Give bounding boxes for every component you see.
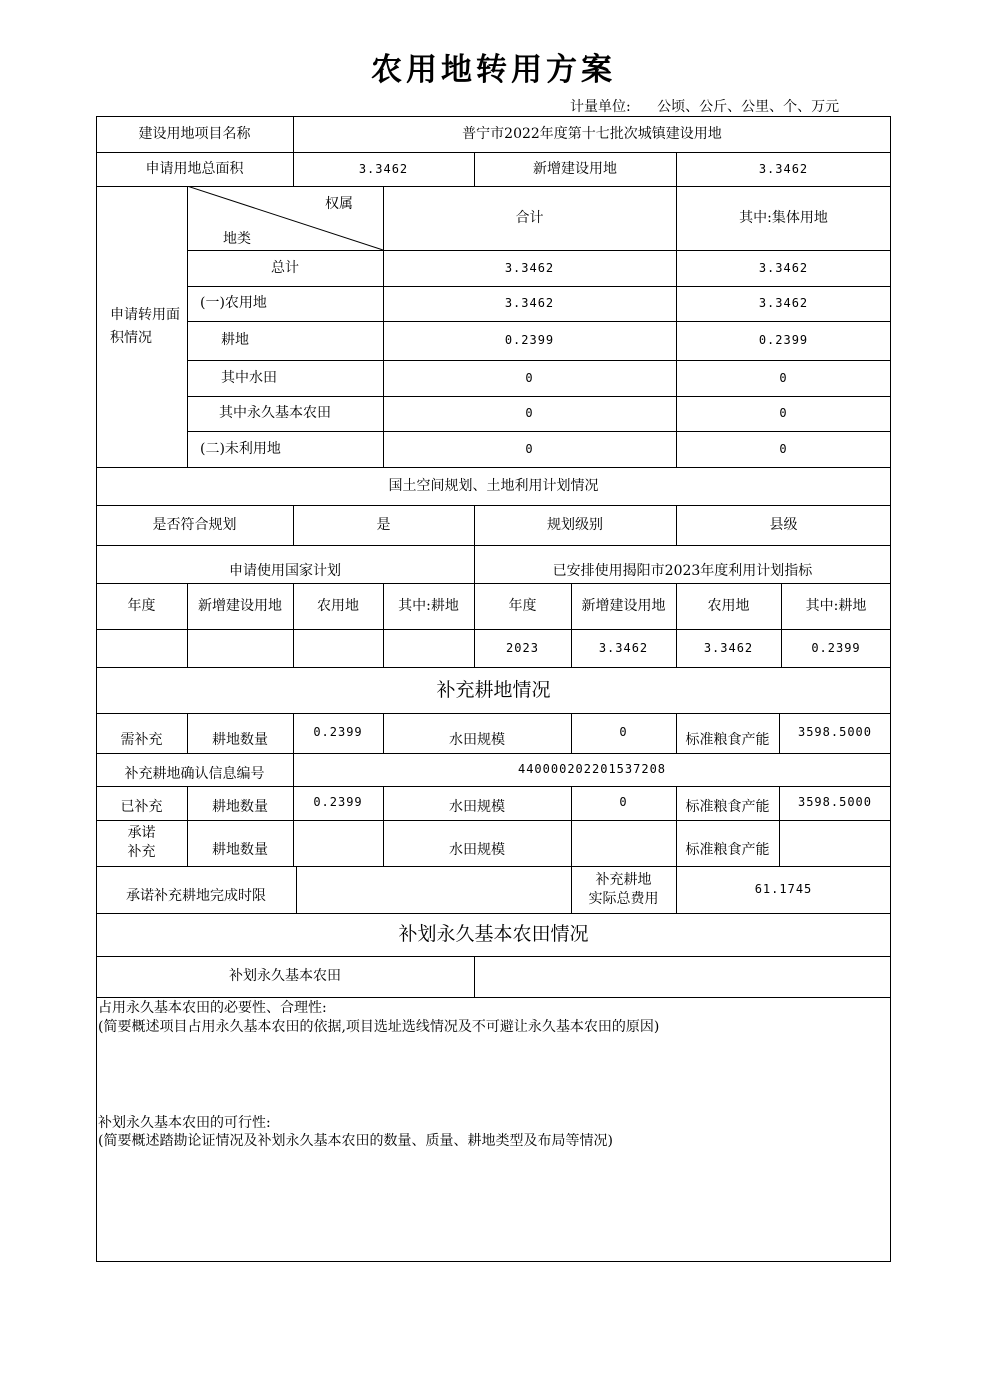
conform-label: 是否符合规划 [152,516,237,533]
row-label-agri: (一)农用地 [200,295,267,312]
row-cultivated-sum: 0.2399 [504,333,555,348]
promise-paddy-value [571,820,676,866]
promise-paddy-label: 水田规模 [449,841,505,858]
promise-grain-value [779,820,891,866]
col-cultivated-2: 其中:耕地 [805,597,867,614]
farmland-value [474,956,891,997]
need-qty-label: 耕地数量 [212,732,268,749]
val-agri-1 [293,629,383,667]
confirm-label: 补充耕地确认信息编号 [124,766,265,783]
done-grain-label: 标准粮食产能 [685,799,770,816]
row-label-cultivated: 耕地 [221,332,249,349]
area-value: 3.3462 [358,161,409,176]
unit-line [570,96,890,116]
cost-label-line2: 实际总费用 [588,890,659,907]
need-grain-value: 3598.5000 [797,725,873,739]
row-total-sum: 3.3462 [504,260,555,275]
plan-level-label: 规划级别 [547,516,603,533]
col-agri-2: 农用地 [707,597,750,614]
deadline-label: 承诺补充耕地完成时限 [126,888,266,905]
necessity-hint: (简要概述项目占用永久基本农田的依据,项目选址选线情况及不可避让永久基本农田的原因) [98,1019,660,1035]
arranged-plan-label: 已安排使用揭阳市2023年度利用计划指标 [552,563,813,580]
row-label-paddy: 其中水田 [221,369,277,386]
promise-grain-label: 标准粮食产能 [685,841,770,858]
row-label-permanent: 其中永久基本农田 [219,405,331,422]
feasibility-hint: (简要概述踏勘论证情况及补划永久基本农田的数量、质量、耕地类型及布局等情况) [98,1133,613,1149]
row-permanent-collective: 0 [779,406,788,421]
col-total-header: 合计 [515,209,544,226]
diag-ownership: 权属 [325,195,353,212]
diag-landtype: 地类 [223,230,251,247]
new-construction-value: 3.3462 [758,161,809,176]
new-construction-label: 新增建设用地 [533,160,617,177]
done-qty-value: 0.2399 [313,795,363,809]
page-title: 农用地转用方案 [371,52,616,88]
row-agri-collective: 3.3462 [758,296,809,311]
val-new-2: 3.3462 [598,640,649,655]
val-cultivated-2: 0.2399 [811,640,861,655]
need-grain-label: 标准粮食产能 [685,732,770,749]
row-unused-collective: 0 [779,441,788,456]
done-paddy-label: 水田规模 [449,799,505,816]
row-paddy-collective: 0 [779,370,788,385]
col-year-2: 年度 [508,597,537,614]
promise-label-line2: 补充 [127,844,156,860]
unit-values: 公顷、公斤、公里、个、万元 [657,99,840,115]
need-paddy-value: 0 [619,725,628,739]
conform-value: 是 [376,516,391,533]
row-paddy-sum: 0 [525,370,534,385]
supplement-header: 补充耕地情况 [436,678,551,701]
row-agri-sum: 3.3462 [504,296,555,311]
cost-value: 61.1745 [754,882,813,897]
row-total-collective: 3.3462 [758,260,809,275]
col-new-1: 新增建设用地 [198,597,282,614]
unit-label: 计量单位: [570,99,631,115]
farmland-header: 补划永久基本农田情况 [398,923,589,946]
val-year-1 [96,629,187,667]
national-plan-label: 申请使用国家计划 [229,563,341,580]
confirm-value: 440000202201537208 [517,762,667,777]
project-label: 建设用地项目名称 [138,125,251,142]
promise-label-line1: 承诺 [127,825,156,841]
col-cultivated-1: 其中:耕地 [398,597,459,614]
row-cultivated-collective: 0.2399 [758,333,809,348]
done-label: 已补充 [120,799,163,816]
cost-label [571,866,676,913]
val-year-2: 2023 [506,640,539,655]
row-unused-sum: 0 [525,441,534,456]
need-label: 需补充 [120,732,163,749]
plan-level-value: 县级 [769,516,798,533]
farmland-label: 补划永久基本农田 [229,968,341,985]
feasibility-title: 补划永久基本农田的可行性: [98,1115,271,1131]
promise-qty-label: 耕地数量 [212,841,268,858]
col-collective-header: 其中:集体用地 [739,209,828,226]
done-grain-value: 3598.5000 [797,795,873,809]
planning-header: 国土空间规划、土地利用计划情况 [388,477,599,494]
deadline-value [296,866,571,913]
done-paddy-value: 0 [619,795,628,809]
necessity-title: 占用永久基本农田的必要性、合理性: [98,1000,327,1016]
val-agri-2: 3.3462 [703,640,754,655]
row-permanent-sum: 0 [525,406,534,421]
val-new-1 [187,629,293,667]
col-new-2: 新增建设用地 [581,597,666,614]
row-label-unused: (二)未利用地 [200,440,281,457]
conversion-side-label: 申请转用面积情况 [110,306,180,346]
row-label-total: 总计 [271,259,299,276]
promise-qty-value [293,820,383,866]
done-qty-label: 耕地数量 [212,799,268,816]
val-cultivated-1 [383,629,474,667]
cost-label-line1: 补充耕地 [595,871,652,888]
col-year-1: 年度 [127,597,156,614]
area-label: 申请用地总面积 [145,160,244,177]
col-agri-1: 农用地 [317,597,359,614]
promise-label [96,820,187,866]
project-value: 普宁市2022年度第十七批次城镇建设用地 [462,125,722,142]
need-qty-value: 0.2399 [313,725,363,739]
need-paddy-label: 水田规模 [449,732,505,749]
